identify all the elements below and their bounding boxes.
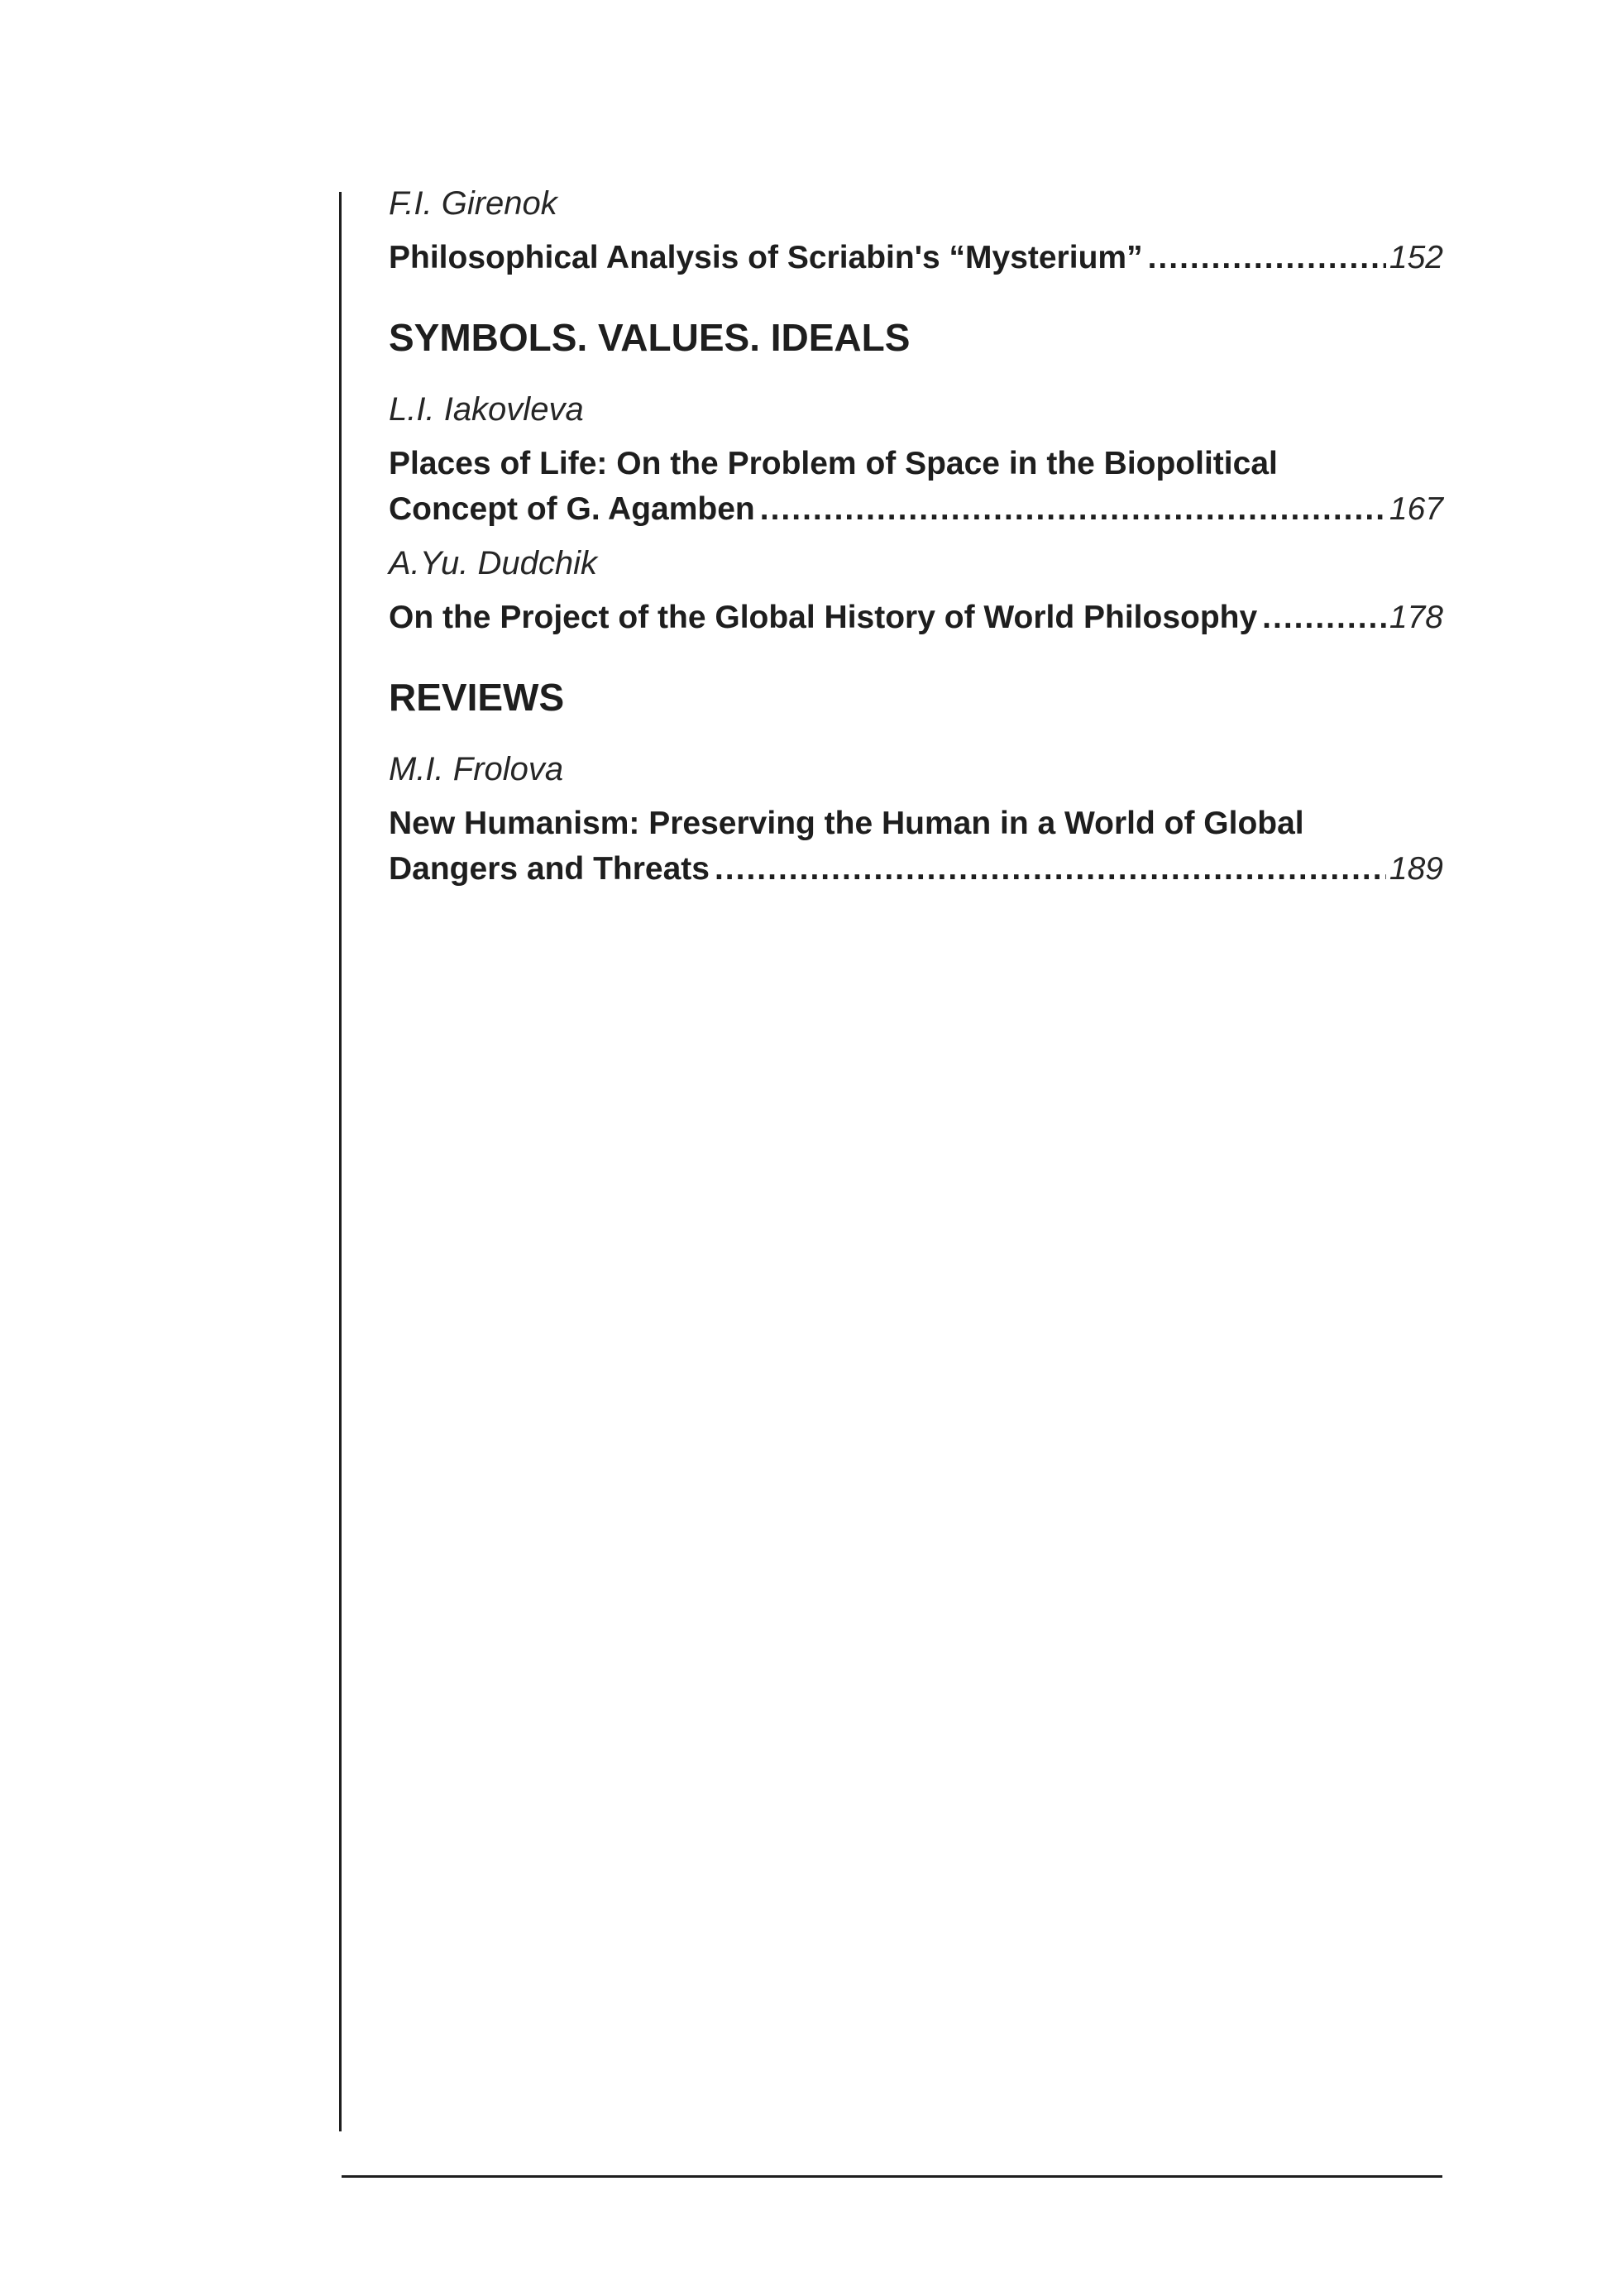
toc-author: A.Yu. Dudchik [389, 545, 597, 581]
toc-author: F.I. Girenok [389, 185, 557, 222]
toc-entry-title: Places of Life: On the Problem of Space in the Biopolitical [389, 446, 1278, 481]
dot-leader [760, 486, 1386, 532]
section-heading: REVIEWS [389, 676, 565, 719]
dot-leader [1148, 235, 1386, 280]
toc-page-number: 178 [1389, 600, 1443, 635]
toc-entry-title: Philosophical Analysis of Scriabin's “Mysterium” [389, 240, 1143, 275]
toc-entry[interactable] [389, 595, 1443, 640]
toc-author: M.I. Frolova [389, 751, 564, 787]
toc-page-number: 152 [1389, 240, 1443, 275]
table-of-contents [389, 180, 1443, 900]
margin-vertical-rule [339, 192, 342, 2131]
toc-page-number: 167 [1389, 491, 1443, 527]
toc-entry[interactable] [389, 441, 1443, 532]
toc-page-number: 189 [1389, 851, 1443, 887]
toc-author: L.I. Iakovleva [389, 391, 584, 428]
dot-leader [715, 846, 1386, 892]
toc-entry-title-continued: Dangers and Threats [389, 851, 710, 887]
toc-entry[interactable] [389, 235, 1443, 280]
toc-entry-title: On the Project of the Global History of World Philosophy [389, 600, 1258, 635]
footer-horizontal-rule [342, 2175, 1442, 2178]
section-heading: SYMBOLS. VALUES. IDEALS [389, 316, 911, 359]
toc-entry-title: New Humanism: Preserving the Human in a World of Global [389, 806, 1304, 841]
dot-leader [1262, 595, 1386, 640]
toc-entry[interactable] [389, 801, 1443, 892]
toc-entry-title-continued: Concept of G. Agamben [389, 491, 755, 527]
